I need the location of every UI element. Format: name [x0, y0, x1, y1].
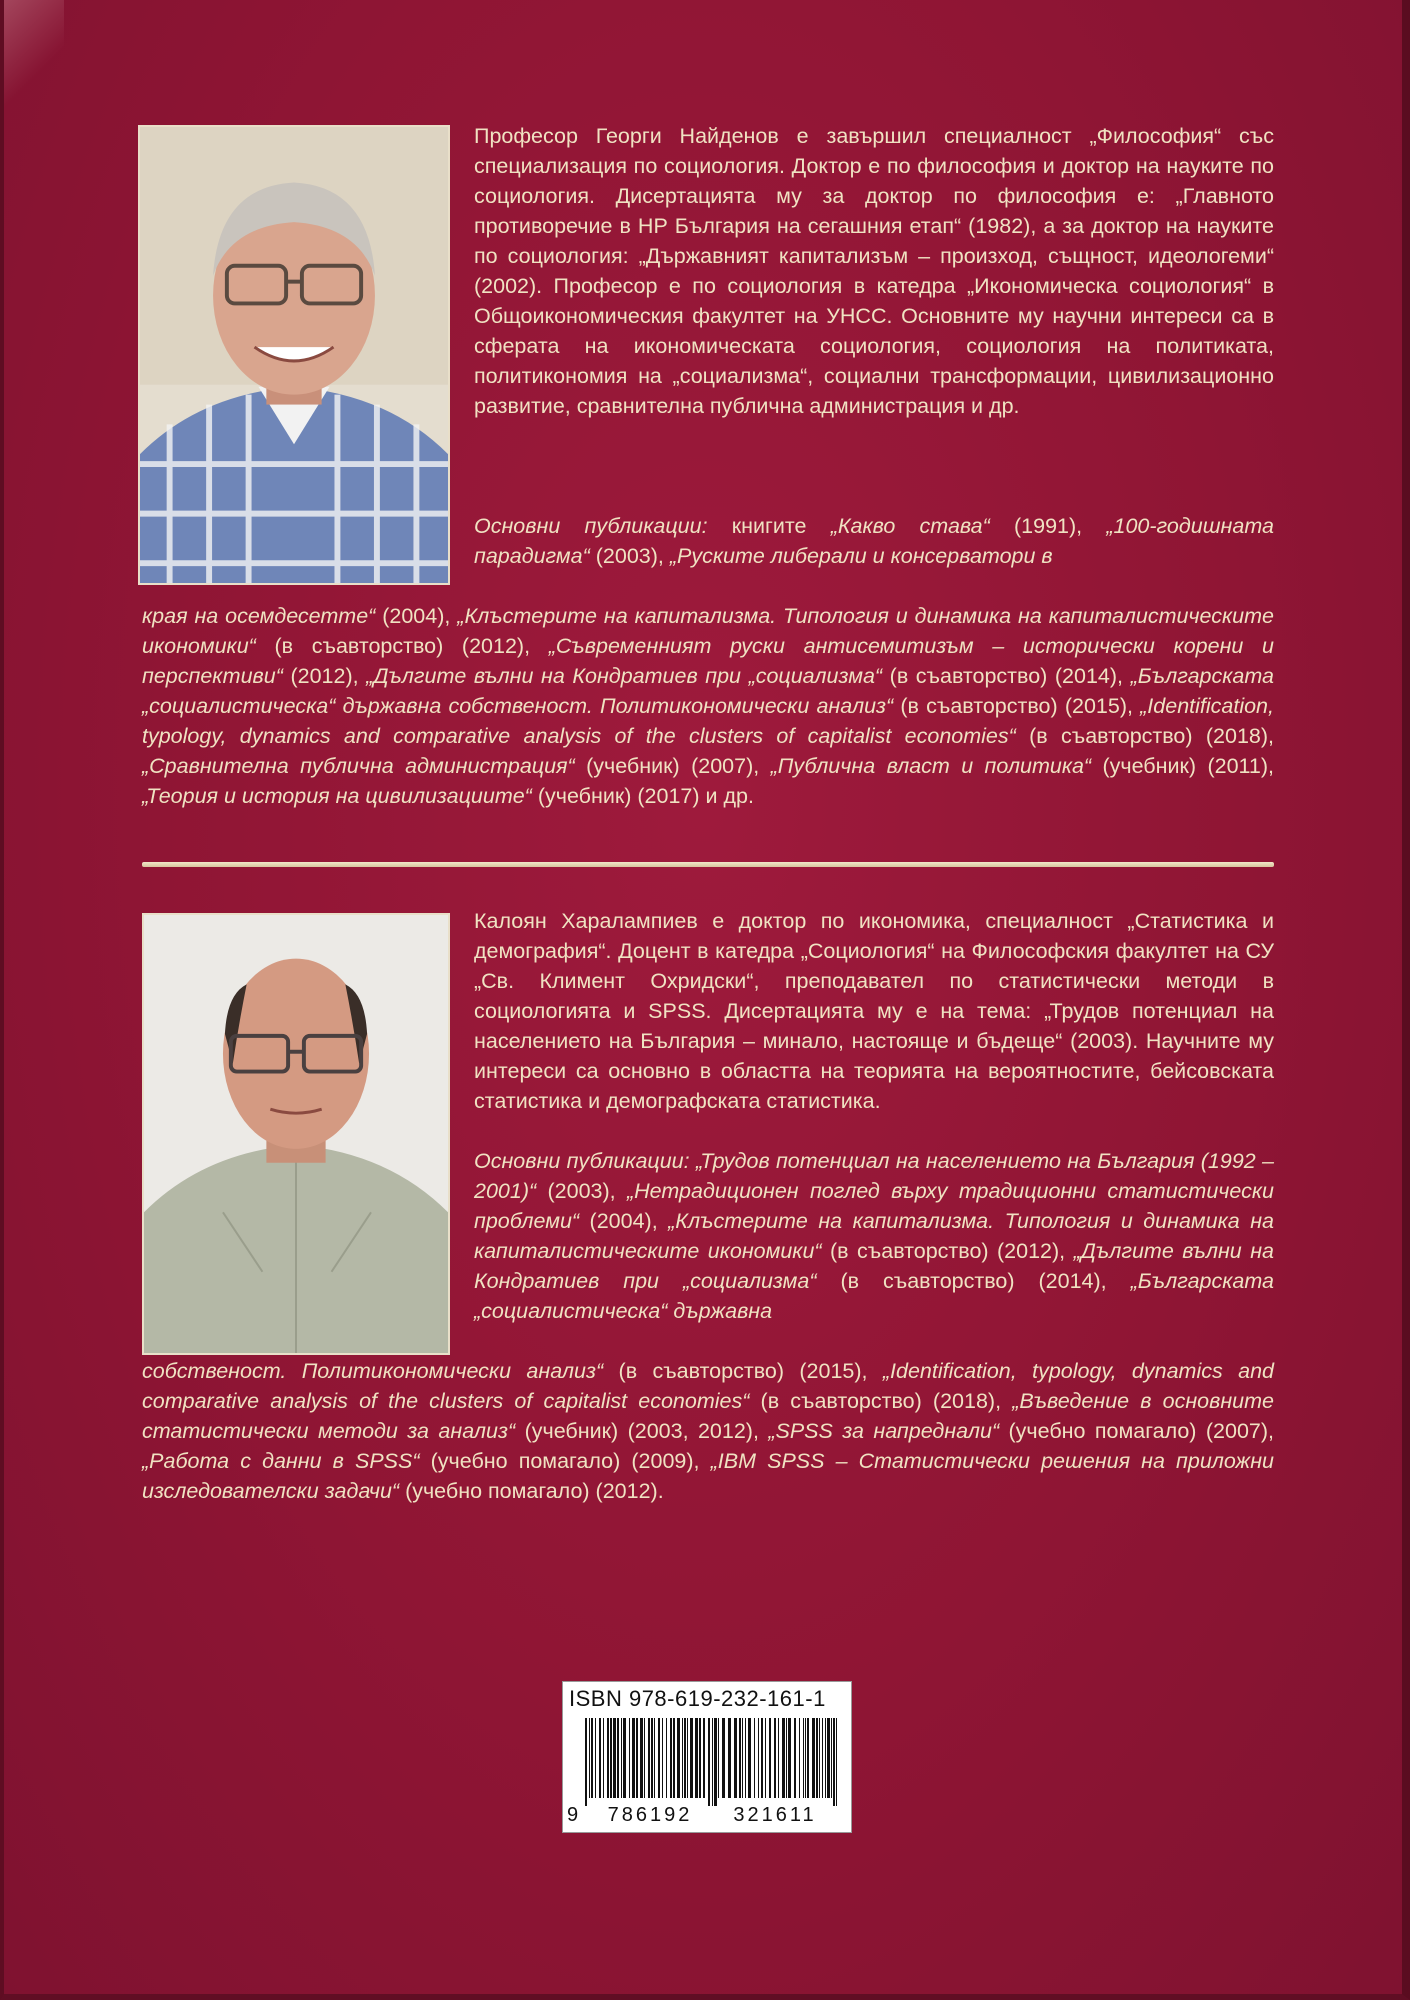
barcode-bar — [739, 1718, 741, 1798]
barcode-bar — [748, 1718, 751, 1798]
barcode-bar — [591, 1718, 593, 1798]
isbn-label: ISBN 978-619-232-161-1 — [569, 1686, 826, 1711]
author1-photo — [138, 125, 450, 585]
barcode-bar — [687, 1718, 688, 1798]
barcode-bar — [662, 1718, 663, 1798]
barcode-bar — [607, 1718, 609, 1798]
barcode-bar — [677, 1718, 680, 1798]
ean-first-digit: 9 — [567, 1804, 579, 1826]
barcode-bar — [589, 1718, 590, 1798]
publications-label: Основни публикации: — [474, 514, 708, 538]
barcode-bar — [827, 1718, 830, 1798]
barcode-bar — [761, 1718, 763, 1798]
barcode-bar — [788, 1718, 791, 1798]
section-divider — [142, 862, 1274, 867]
barcode-bar — [819, 1718, 820, 1798]
barcode-bar — [712, 1718, 713, 1806]
barcode-icon — [585, 1718, 837, 1806]
barcode-bar — [682, 1718, 683, 1798]
barcode-bar — [774, 1718, 776, 1798]
ean-right-digits: 321611 — [721, 1804, 829, 1827]
barcode-bar — [599, 1718, 601, 1798]
barcode-bar — [825, 1718, 826, 1798]
barcode-bar — [728, 1718, 731, 1798]
barcode-bar — [786, 1718, 787, 1798]
barcode-bar — [831, 1718, 832, 1798]
barcode-bar — [714, 1718, 717, 1806]
barcode-bar — [699, 1718, 701, 1798]
barcode-bar — [816, 1718, 818, 1798]
barcode-bar — [629, 1718, 630, 1798]
barcode-bar — [778, 1718, 779, 1798]
author2-publications-part2: собственост. Политикономически анализ“ (в съавторство) (2015), „Identification, typology, dynamics and comparative analysis of the clusters of capitalist economies“ (в съавторство) (2018), „Въведение в основните статистически методи за анализ“ (учебник) (2003, 2012), „SPSS за напреднали“ (учебно помагало) (2007), „Работа с данни в SPSS“ (учебно помагало) (2009), „IBM SPSS – Статистически решения на приложни изследователски задачи“ (учебно помагало) (2012). — [142, 1359, 1274, 1503]
barcode-bar — [836, 1718, 837, 1806]
barcode-bar — [595, 1718, 596, 1798]
author1-publications-part2: края на осемдесетте“ (2004), „Клъстерите на капитализма. Типология и динамика на капиталистическите икономики“ (в съавторство) (2012), „Съвременният руски антисемитизъм – исторически корени и перспективи“ (2012), „Дългите вълни на Кондратиев при „социализма“ (в съавторство) (2014), „Българската „социалистическа“ държавна собственост. Политикономически анализ“ (в съавторство) (2015), „Identification, typology, dynamics and comparative analysis of the clusters of capitalist economies“ (в съавторство) (2018), „Сравнителна публична администрация“ (учебник) (2007), „Публична власт и политика“ (учебник) (2011), „Теория и история на цивилизациите“ (учебник) (2017) и др. — [142, 604, 1274, 808]
barcode-bar — [651, 1718, 653, 1798]
barcode-bar — [833, 1718, 835, 1806]
barcode-bar — [666, 1718, 667, 1798]
barcode-bar — [603, 1718, 604, 1798]
barcode-bar — [658, 1718, 660, 1798]
barcode-bar — [782, 1718, 785, 1798]
barcode-bar — [640, 1718, 643, 1798]
author1-publications-part1: Основни публикации: книгите „Какво става“ (1991), „100-годишната парадигма“ (2003), „Руските либерали и консерватори в — [474, 514, 1274, 568]
barcode-bar — [745, 1718, 746, 1798]
barcode-bar — [673, 1718, 675, 1798]
barcode-bar — [695, 1718, 698, 1798]
barcode-bar — [654, 1718, 655, 1798]
barcode-bar — [621, 1718, 622, 1798]
barcode-bar — [758, 1718, 759, 1798]
barcode-bar — [690, 1718, 693, 1798]
barcode-bar — [670, 1718, 672, 1798]
barcode-bar — [722, 1718, 725, 1798]
barcode-bar — [623, 1718, 626, 1798]
barcode-bar — [718, 1718, 719, 1798]
barcode-bar — [648, 1718, 650, 1798]
barcode-bar — [632, 1718, 635, 1798]
worn-corner — [4, 0, 64, 120]
barcode-bar — [703, 1718, 705, 1798]
barcode-bar — [754, 1718, 755, 1798]
author2-publications-part1: Основни публикации: „Трудов потенциал на населението на България (1992 – 2001)“ (2003), „Нетрадиционен поглед върху традиционни статистически проблеми“ (2004), „Клъстерите на капитализма. Типология и динамика на капиталистическите икономики“ (в съавторство) (2012), „Дългите вълни на Кондратиев при „социализма“ (в съавторство) (2014), „Българската „социалистическа“ държавна — [474, 1149, 1274, 1323]
publications-label: Основни публикации: — [474, 1149, 690, 1173]
barcode-bar — [613, 1718, 616, 1798]
barcode-bar — [805, 1718, 806, 1798]
ean-left-digits: 786192 — [597, 1804, 703, 1827]
barcode-bar — [708, 1718, 710, 1806]
barcode-bar — [585, 1718, 587, 1806]
barcode-bar — [610, 1718, 612, 1798]
barcode-bar — [803, 1718, 804, 1798]
author1-bio: Професор Георги Найденов е завършил специалност „Философия“ със специализация по социология. Доктор е по философия и доктор на науките по социология. Дисертацията му за доктор по философия е: „Главното противоречие в НР България на сегашния етап“ (1982), а за доктор на науките по социология: „Държавният капитализъм – произход, същност, идеологеми“ (2002). Професор е по социология в катедра „Икономическа социология“ в Общоикономическия факултет на УНСС. Основните му научни интереси са в сферата на икономическата социология, социология на политиката, политикономия на „социализма“, социални трансформации, цивилизационно развитие, сравнителна публична администрация и др. — [474, 124, 1274, 418]
portrait-placeholder-icon — [140, 127, 448, 583]
barcode-bar — [769, 1718, 771, 1798]
barcode-bar — [822, 1718, 823, 1798]
author2-photo — [142, 913, 450, 1355]
portrait-placeholder-icon — [144, 915, 448, 1353]
barcode-bar — [799, 1718, 800, 1798]
barcode-bar — [765, 1718, 766, 1798]
barcode-bar — [644, 1718, 645, 1798]
barcode-bar — [807, 1718, 809, 1798]
barcode-bar — [734, 1718, 737, 1798]
barcode-bar — [794, 1718, 796, 1798]
barcode-bar — [812, 1718, 815, 1798]
author2-bio: Калоян Харалампиев е доктор по икономика, специалност „Статистика и демография“. Доцент в катедра „Социология“ на Философския факултет на СУ „Св. Климент Охридски“, преподавател по статистически методи в социологията и SPSS. Дисертацията му е на тема: „Трудов потенциал на населението на България – минало, настояще и бъдеще“ (2003). Научните му интереси са основно в областта на теорията на вероятностите, бейсовската статистика и демографската статистика. — [474, 909, 1274, 1113]
barcode-bar — [742, 1718, 743, 1798]
isbn-barcode-box — [562, 1681, 852, 1833]
barcode-bar — [636, 1718, 638, 1798]
barcode-bar — [617, 1718, 619, 1798]
barcode-bar — [684, 1718, 686, 1798]
